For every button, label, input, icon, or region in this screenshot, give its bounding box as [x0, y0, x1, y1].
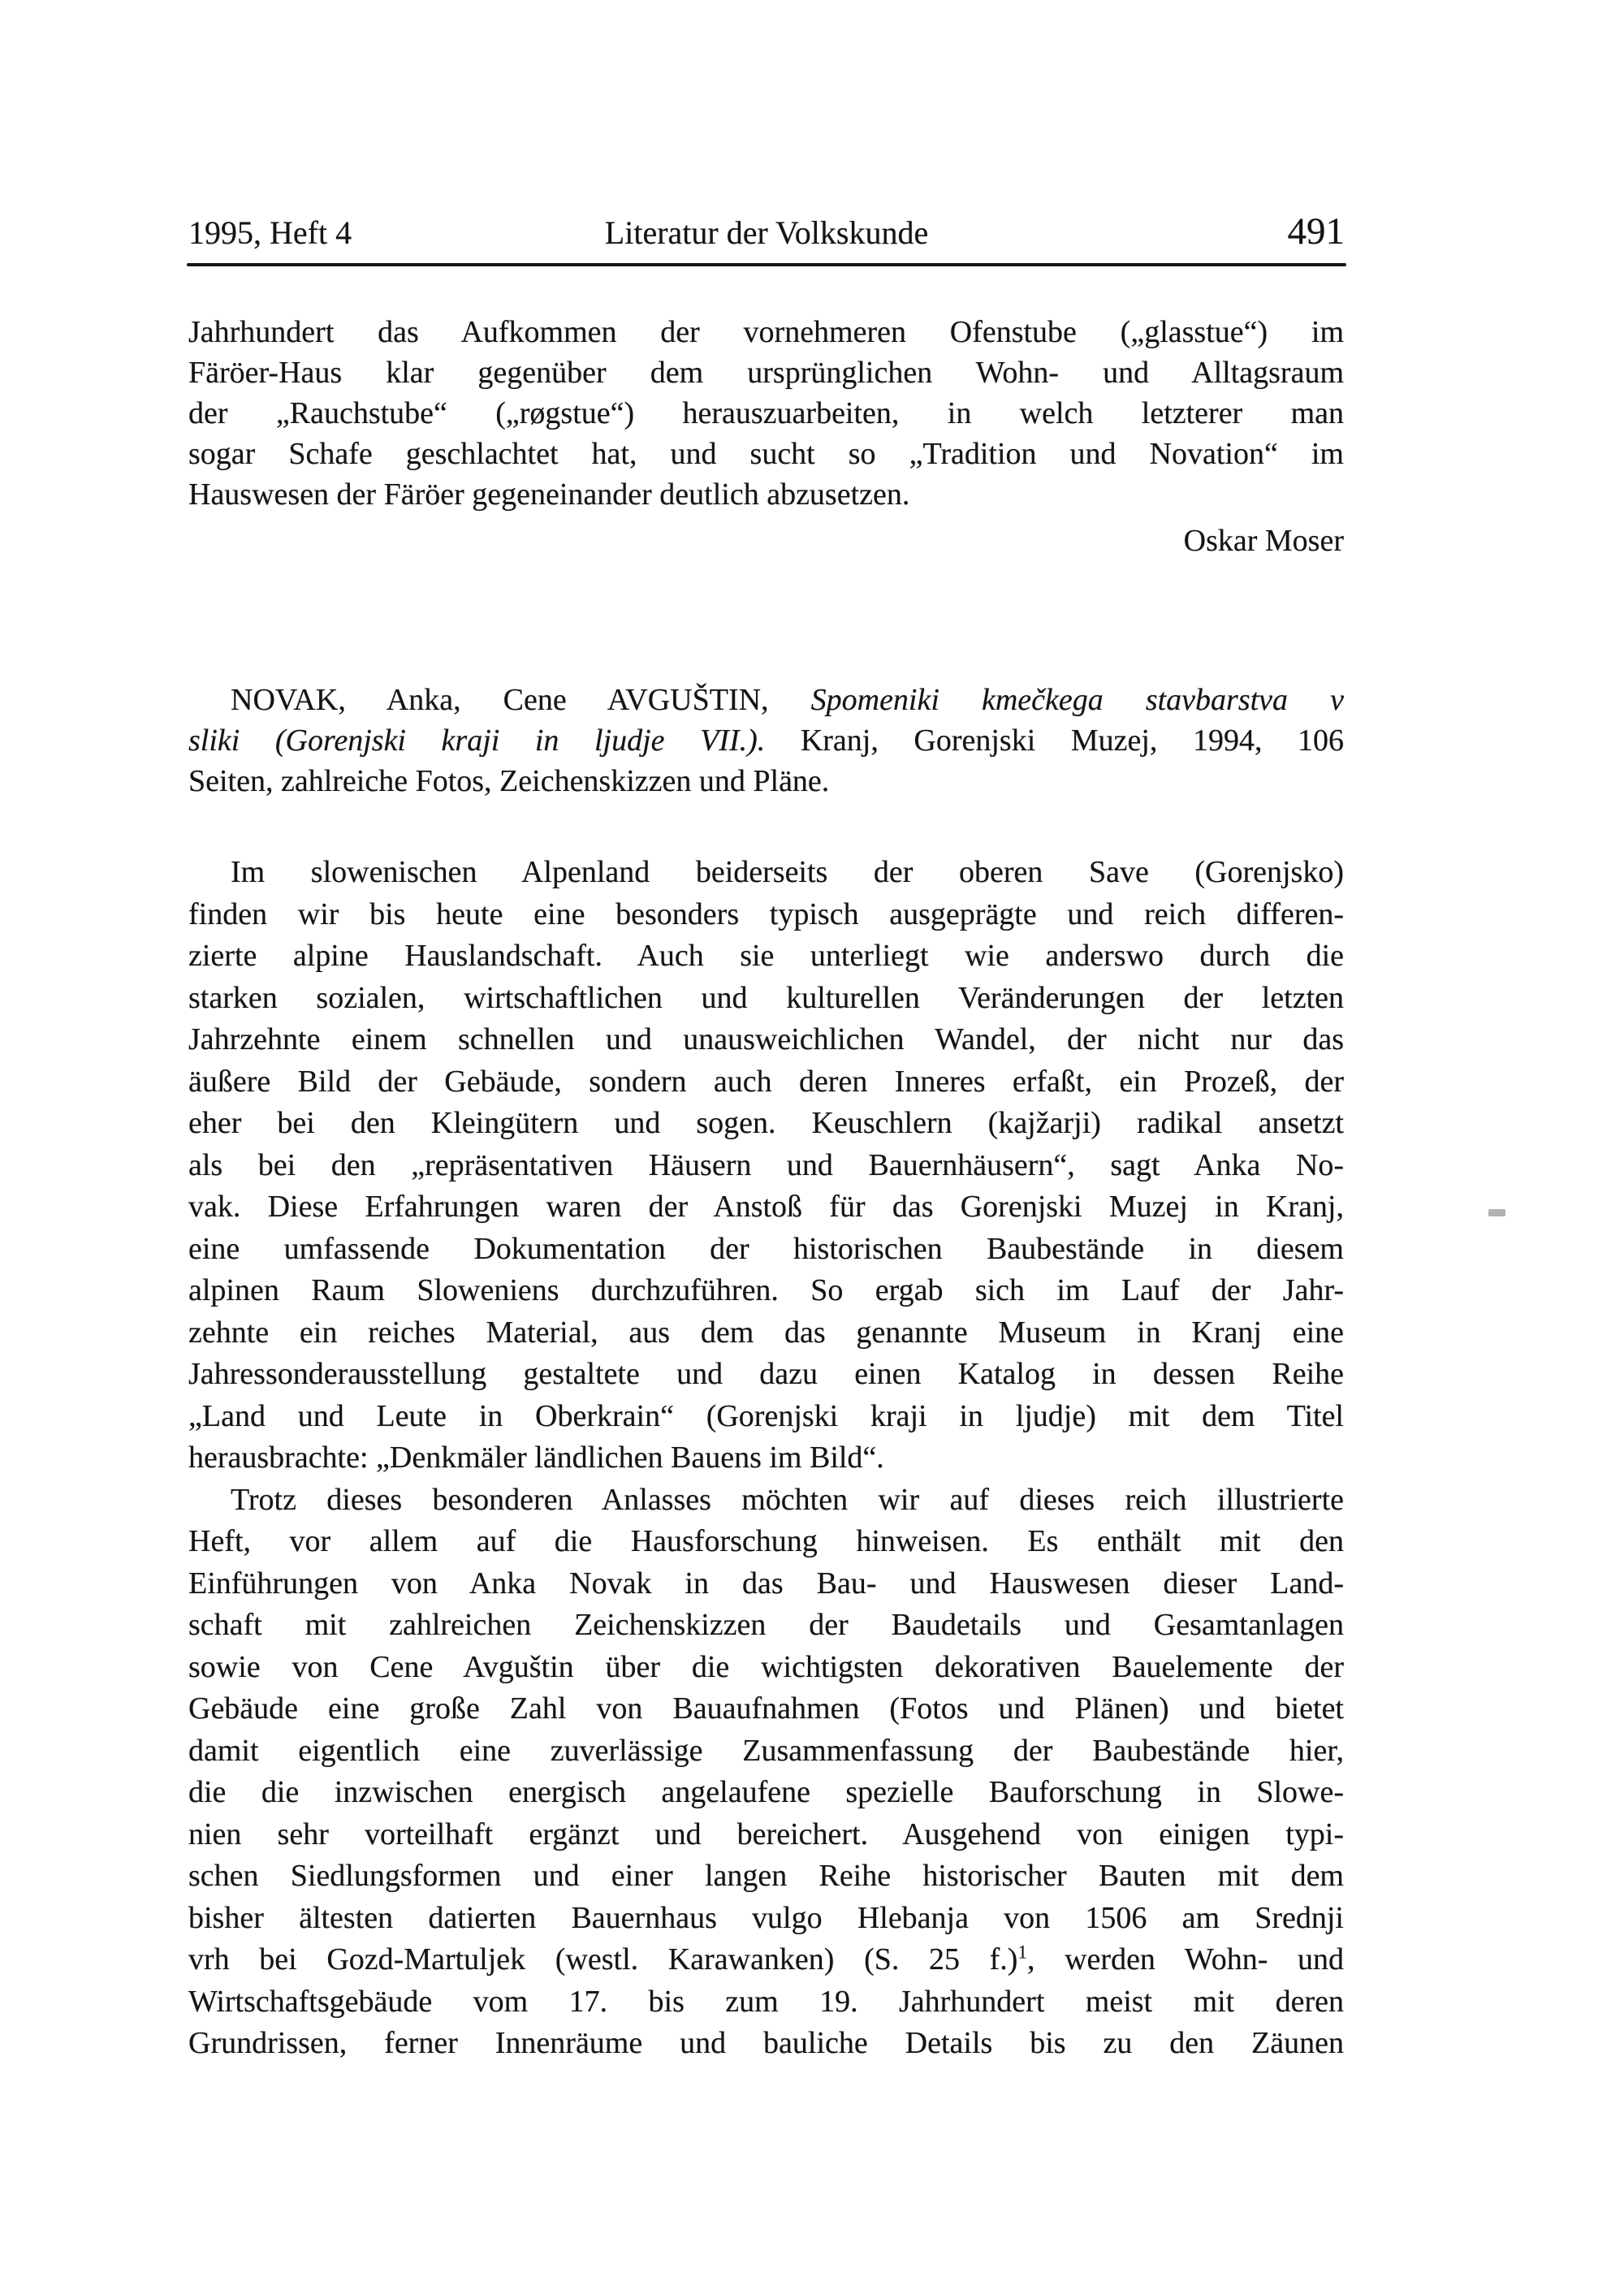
review-paragraph-1: [188, 852, 1344, 1480]
text-line: [188, 312, 1344, 352]
text-line: [188, 1605, 1344, 1647]
text-segment: nien sehr vorteilhaft ergänzt und bereichert. Ausgehend von einigen typi-: [188, 1817, 1344, 1851]
text-line: [188, 761, 1344, 801]
text-segment: Kranj, Gorenjski Muzej, 1994, 106: [765, 724, 1345, 758]
italic-text-segment: Spomeniki kmečkega stavbarstva v: [810, 683, 1344, 717]
text-line: [188, 1270, 1344, 1312]
text-segment: starken sozialen, wirtschaftlichen und kulturellen Veränderungen der letzten: [188, 980, 1344, 1015]
text-column: [188, 312, 1344, 2065]
text-line: [188, 1855, 1344, 1898]
text-line: [188, 1186, 1344, 1229]
text-segment: die die inzwischen energisch angelaufene spezielle Bauforschung in Slowe-: [188, 1775, 1344, 1809]
text-line: [188, 1396, 1344, 1438]
text-line: [188, 1103, 1344, 1145]
review-paragraph-2: [188, 1480, 1344, 2065]
text-segment: Trotz dieses besonderen Anlasses möchten wir auf dieses reich illustrierte: [231, 1482, 1344, 1517]
text-segment: Gebäude eine große Zahl von Bauaufnahmen (Fotos und Plänen) und bietet: [188, 1691, 1344, 1726]
text-line: [188, 393, 1344, 434]
text-segment: NOVAK, Anka, Cene AVGUŠTIN,: [231, 683, 811, 717]
text-line: [188, 1814, 1344, 1856]
text-segment: „Land und Leute in Oberkrain“ (Gorenjski kraji in ljudje) mit dem Titel: [188, 1398, 1344, 1433]
text-segment: sogar Schafe geschlachtet hat, und sucht so „Tradition und Novation“ im: [188, 437, 1344, 471]
text-line: [188, 1981, 1344, 2024]
text-segment: Im slowenischen Alpenland beiderseits der oberen Save (Gorenjsko): [231, 855, 1344, 889]
bibliographic-entry: [188, 680, 1344, 801]
text-line: [188, 720, 1344, 761]
header-rule: [187, 263, 1346, 266]
text-segment: Färöer-Haus klar gegenüber dem ursprünglichen Wohn- und Alltagsraum: [188, 356, 1344, 390]
text-line: [188, 1229, 1344, 1271]
text-segment: , werden Wohn- und: [1026, 1942, 1344, 1976]
reviewer-signature: Oskar Moser: [1183, 524, 1344, 558]
text-line: [188, 352, 1344, 393]
text-segment: herausbrachte: „Denkmäler ländlichen Bauens im Bild“.: [188, 1441, 884, 1475]
text-segment: zehnte ein reiches Material, aus dem das genannte Museum in Kranj eine: [188, 1315, 1344, 1350]
text-line: [188, 434, 1344, 474]
text-line: [188, 1521, 1344, 1563]
text-segment: vrh bei Gozd-Martuljek (westl. Karawanken) (S. 25 f.): [188, 1942, 1018, 1976]
text-line: [188, 1145, 1344, 1187]
text-segment: bisher ältesten datierten Bauernhaus vulgo Hlebanja von 1506 am Srednji: [188, 1900, 1344, 1935]
text-segment: Grundrissen, ferner Innenräume und bauliche Details bis zu den Zäunen: [188, 2026, 1344, 2060]
text-line: [188, 2023, 1344, 2065]
text-segment: eher bei den Kleingütern und sogen. Keuschlern (kajžarji) radikal ansetzt: [188, 1106, 1344, 1140]
text-segment: eine umfassende Dokumentation der historischen Baubestände in diesem: [188, 1231, 1344, 1266]
page-number: 491: [1287, 210, 1345, 253]
text-segment: der „Rauchstube“ („røgstue“) herauszuarbeiten, in welch letzterer man: [188, 396, 1344, 430]
text-line: [188, 474, 1344, 515]
text-segment: Hauswesen der Färöer gegeneinander deutlich abzusetzen.: [188, 477, 910, 512]
text-segment: finden wir bis heute eine besonders typisch ausgeprägte und reich differen-: [188, 896, 1344, 931]
text-line: [188, 935, 1344, 978]
journal-section-title: Literatur der Volkskunde: [604, 214, 929, 251]
text-segment: damit eigentlich eine zuverlässige Zusammenfassung der Baubestände hier,: [188, 1733, 1344, 1768]
issue-label: 1995, Heft 4: [188, 214, 352, 251]
text-segment: schaft mit zahlreichen Zeichenskizzen der Baudetails und Gesamtanlagen: [188, 1608, 1344, 1642]
text-segment: sowie von Cene Avguštin über die wichtigsten dekorativen Bauelemente der: [188, 1649, 1344, 1684]
text-line: [188, 1437, 1344, 1480]
text-segment: Heft, vor allem auf die Hausforschung hinweisen. Es enthält mit den: [188, 1524, 1344, 1558]
text-line: [188, 1939, 1344, 1981]
text-line: [188, 1354, 1344, 1396]
running-header: [188, 210, 1345, 253]
text-segment: schen Siedlungsformen und einer langen Reihe historischer Bauten mit dem: [188, 1859, 1344, 1893]
scan-artifact-dash: [1488, 1209, 1505, 1216]
text-segment: Jahrzehnte einem schnellen und unausweichlichen Wandel, der nicht nur das: [188, 1022, 1344, 1056]
text-line: [188, 680, 1344, 720]
italic-text-segment: sliki (Gorenjski kraji in ljudje VII.).: [188, 724, 766, 758]
text-line: [188, 1480, 1344, 1522]
text-line: [188, 1730, 1344, 1773]
text-segment: vak. Diese Erfahrungen waren der Anstoß für das Gorenjski Muzej in Kranj,: [188, 1190, 1344, 1224]
text-line: [188, 1772, 1344, 1814]
text-line: [188, 1312, 1344, 1354]
text-segment: alpinen Raum Sloweniens durchzuführen. So ergab sich im Lauf der Jahr-: [188, 1273, 1344, 1307]
text-line: [188, 1688, 1344, 1730]
text-segment: zierte alpine Hauslandschaft. Auch sie unterliegt wie anderswo durch die: [188, 939, 1344, 973]
text-line: [188, 978, 1344, 1020]
text-segment: Jahressonderausstellung gestaltete und dazu einen Katalog in dessen Reihe: [188, 1357, 1344, 1391]
footnote-reference: 1: [1017, 1942, 1027, 1963]
text-line: [188, 1563, 1344, 1605]
text-line: [188, 1898, 1344, 1940]
text-segment: als bei den „repräsentativen Häusern und Bauernhäusern“, sagt Anka No-: [188, 1147, 1344, 1182]
text-line: [188, 894, 1344, 936]
text-segment: Jahrhundert das Aufkommen der vornehmeren Ofenstube („glasstue“) im: [188, 315, 1344, 349]
text-line: [188, 1061, 1344, 1104]
text-line: [188, 1647, 1344, 1689]
text-line: [188, 1019, 1344, 1061]
text-segment: Einführungen von Anka Novak in das Bau- und Hauswesen dieser Land-: [188, 1566, 1344, 1601]
text-segment: äußere Bild der Gebäude, sondern auch deren Inneres erfaßt, ein Prozeß, der: [188, 1064, 1344, 1099]
text-line: [188, 852, 1344, 894]
continuation-paragraph: [188, 312, 1344, 515]
text-segment: Wirtschaftsgebäude vom 17. bis zum 19. Jahrhundert meist mit deren: [188, 1984, 1344, 2019]
text-segment: Seiten, zahlreiche Fotos, Zeichenskizzen und Pläne.: [188, 764, 830, 798]
